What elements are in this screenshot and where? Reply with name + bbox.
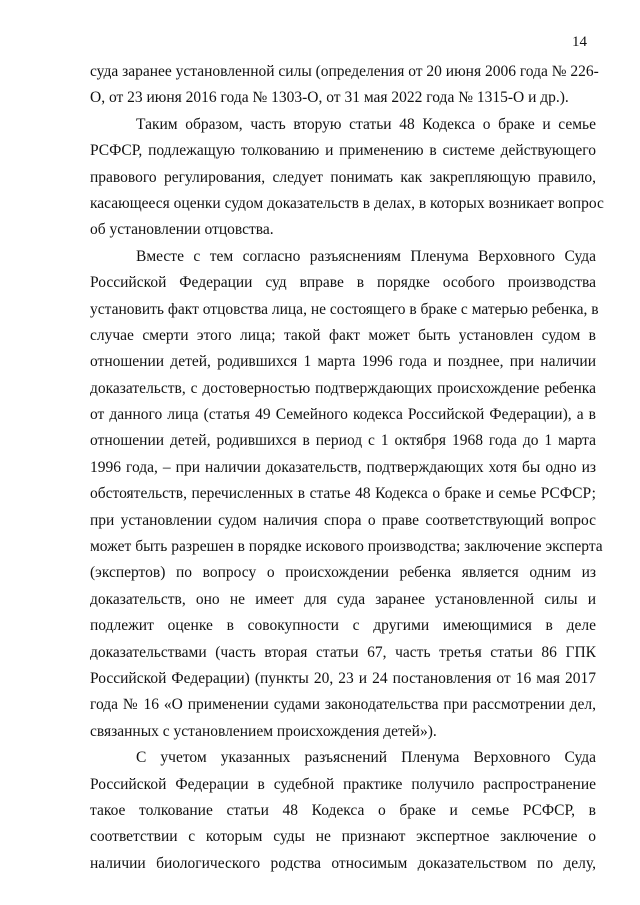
text-line: может быть разрешен в порядке искового производства; заключение эксперта [90,538,603,556]
text-line: доказательствами (часть вторая статьи 67, часть третья статьи 86 ГПК [90,643,596,661]
text-line: Российской Федерации суд вправе в порядке особого производства [90,274,596,292]
paragraph-first-line: Таким образом, часть вторую статьи 48 Кодекса о браке и семье [136,115,596,133]
page-number: 14 [572,34,587,50]
text-line: доказательств, оно не имеет для суда заранее установленной силы и [90,590,596,608]
text-line: (экспертов) по вопросу о происхождении ребенка является одним из [90,564,596,582]
text-line: такое толкование статьи 48 Кодекса о браке и семье РСФСР, в [90,801,596,819]
text-line: отношении детей, родившихся в период с 1 октября 1968 года до 1 марта [90,432,596,450]
paragraph-first-line: С учетом указанных разъяснений Пленума Верховного Суда [136,749,596,767]
text-line: об установлении отцовства. [90,221,274,239]
text-line: при установлении судом наличия спора о праве соответствующий вопрос [90,511,596,529]
text-line: касающееся оценки судом доказательств в делах, в которых возникает вопрос [90,194,604,212]
document-body [90,59,604,877]
text-line: связанных с установлением происхождения детей»). [90,722,437,740]
text-line: доказательств, с достоверностью подтверждающих происхождение ребенка [90,379,596,397]
text-line: отношении детей, родившихся 1 марта 1996 года и позднее, при наличии [90,353,596,371]
text-line: соответствии с которым суды не признают экспертное заключение о [90,828,596,846]
text-line: правового регулирования, следует понимать как закрепляющую правило, [90,168,596,186]
text-line: подлежит оценке в совокупности с другими имеющимися в деле [90,617,596,635]
text-line: года № 16 «О применении судами законодательства при рассмотрении дел, [90,696,596,714]
text-line: Российской Федерации) (пункты 20, 23 и 24 постановления от 16 мая 2017 [90,669,596,687]
text-line: О, от 23 июня 2016 года № 1303-О, от 31 мая 2022 года № 1315-О и др.). [90,89,569,107]
text-line: установить факт отцовства лица, не состоящего в браке с матерью ребенка, в [90,300,599,318]
text-line: наличии биологического родства относимым доказательством по делу, [90,854,596,872]
paragraph-first-line: Вместе с тем согласно разъяснениям Пленума Верховного Суда [136,247,596,265]
text-line: Российской Федерации в судебной практике получило распространение [90,775,596,793]
text-line: случае смерти этого лица; такой факт может быть установлен судом в [90,326,596,344]
text-line: обстоятельств, перечисленных в статье 48 Кодекса о браке и семье РСФСР; [90,485,596,503]
text-line: от данного лица (статья 49 Семейного кодекса Российской Федерации), а в [90,406,596,424]
text-line: 1996 года, – при наличии доказательств, подтверждающих хотя бы одно из [90,458,596,476]
text-line: суда заранее установленной силы (определения от 20 июня 2006 года № 226- [90,63,599,80]
text-line: РСФСР, подлежащую толкованию и применению в системе действующего [90,142,596,160]
